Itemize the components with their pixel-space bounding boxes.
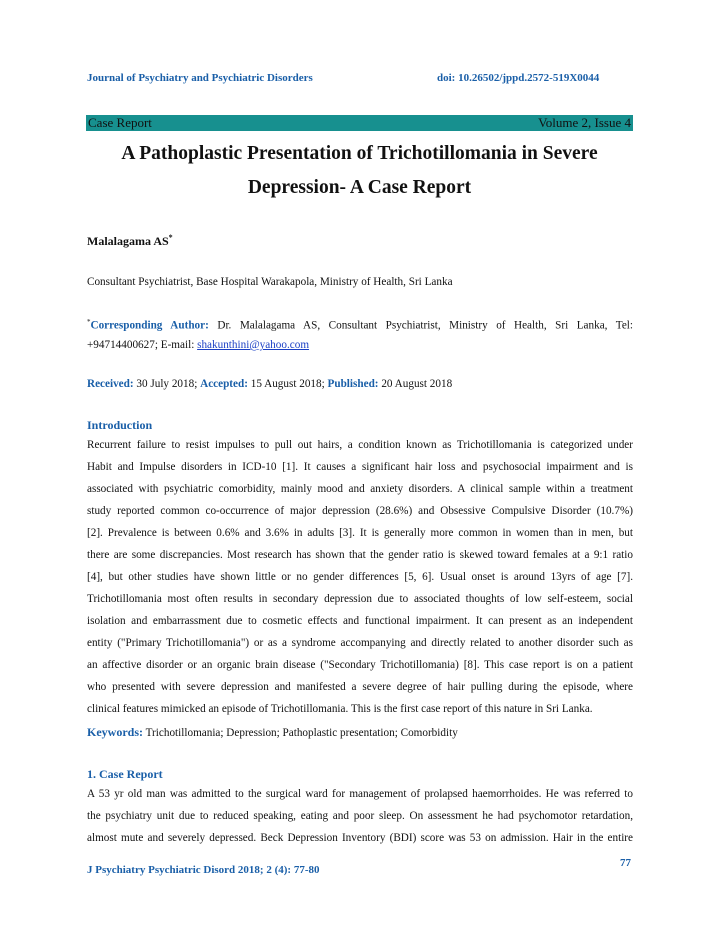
introduction-heading: Introduction	[87, 418, 153, 432]
intro-line: associated with psychiatric comorbidity, mainly mood and anxiety disorders. A clinical sample within a treatment	[87, 483, 633, 495]
case-report-body	[87, 783, 633, 849]
published-date: 20 August 2018	[381, 378, 453, 390]
accepted-label: Accepted:	[200, 378, 248, 390]
intro-line: who presented with severe depression and manifested a severe degree of hair pulling during the episode, where	[87, 681, 633, 693]
received-date: 30 July 2018;	[136, 378, 198, 390]
keywords-label: Keywords:	[87, 725, 143, 739]
article-title-line-1: A Pathoplastic Presentation of Trichotillomania in Severe	[121, 143, 598, 164]
article-title-line-2: Depression- A Case Report	[247, 177, 472, 198]
corresponding-label: Corresponding Author:	[90, 319, 209, 332]
case-line: the psychiatry unit due to reduced speaking, eating and poor sleep. On assessment he had psychomotor retardation,	[87, 810, 633, 822]
author-name: Malalagama AS	[87, 234, 169, 248]
article-type-band	[86, 115, 633, 131]
introduction-body	[87, 434, 633, 720]
corresponding-phone: +94714400627; E-mail:	[87, 339, 195, 351]
intro-line: clinical features mimicked an episode of Trichotillomania. This is the first case report of this nature in Sri Lanka.	[87, 703, 593, 715]
case-report-heading: 1. Case Report	[87, 767, 163, 781]
intro-line: [2]. Prevalence is between 0.6% and 3.6% in adults [3]. It is generally more common in women than in men, but	[87, 527, 633, 539]
intro-line: [4], but other studies have shown little or no gender differences [5, 6]. Usual onset is around 13yrs of age [7].	[87, 571, 633, 583]
case-line: A 53 yr old man was admitted to the surgical ward for management of prolapsed haemorrhoides. He was referred to	[87, 788, 633, 800]
page-number: 77	[620, 857, 631, 869]
author	[87, 233, 173, 249]
intro-line: an affective disorder or an organic brain disease ("Secondary Trichotillomania) [8]. This case report is on a patient	[87, 659, 633, 671]
case-line: almost mute and severely depressed. Beck Depression Inventory (BDI) score was 53 on admission. Hair in the entire	[87, 832, 633, 844]
corresponding-text: Dr. Malalagama AS, Consultant Psychiatrist, Ministry of Health, Sri Lanka, Tel:	[217, 319, 633, 332]
affiliation: Consultant Psychiatrist, Base Hospital Warakapola, Ministry of Health, Sri Lanka	[87, 276, 453, 288]
intro-line: isolation and embarrassment due to cosmetic effects and functional impairment. It can present as an independent	[87, 615, 633, 627]
corresponding-mark: *	[87, 318, 91, 326]
author-mark: *	[168, 233, 173, 242]
keywords	[87, 725, 633, 740]
corresponding-line-1	[87, 318, 633, 332]
volume-issue: Volume 2, Issue 4	[538, 115, 631, 130]
email-link[interactable]: shakunthini@yahoo.com	[197, 339, 310, 351]
intro-line: study reported common co-occurrence of major depression (28.6%) and Obsessive Compulsive Disorder (10.7%)	[87, 505, 633, 517]
journal-name: Journal of Psychiatry and Psychiatric Disorders	[87, 72, 313, 84]
intro-line: entity ("Primary Trichotillomania") or as a syndrome accompanying and directly related to another disorder such as	[87, 637, 633, 649]
footer-citation: J Psychiatry Psychiatric Disord 2018; 2 (4): 77-80	[87, 864, 320, 876]
intro-line: there are some discrepancies. Most research has shown that the gender ratio is skewed toward females at a 9:1 ratio	[87, 549, 633, 561]
received-label: Received:	[87, 378, 134, 390]
accepted-date: 15 August 2018;	[250, 378, 325, 390]
doi[interactable]: doi: 10.26502/jppd.2572-519X0044	[437, 72, 600, 84]
intro-line: Trichotillomania most often results in secondary depression due to associated thoughts of low self-esteem, social	[87, 593, 633, 605]
article-type: Case Report	[88, 115, 152, 130]
intro-line: Habit and Impulse disorders in ICD-10 [1]. It causes a significant hair loss and psychosocial impairment and is	[87, 461, 633, 473]
intro-line: Recurrent failure to resist impulses to pull out hairs, a condition known as Trichotillomania is categorized under	[87, 439, 633, 451]
published-label: Published:	[327, 378, 379, 390]
keywords-text: Trichotillomania; Depression; Pathoplastic presentation; Comorbidity	[145, 727, 458, 739]
corresponding-line-2	[87, 339, 633, 351]
article-dates	[87, 378, 633, 390]
